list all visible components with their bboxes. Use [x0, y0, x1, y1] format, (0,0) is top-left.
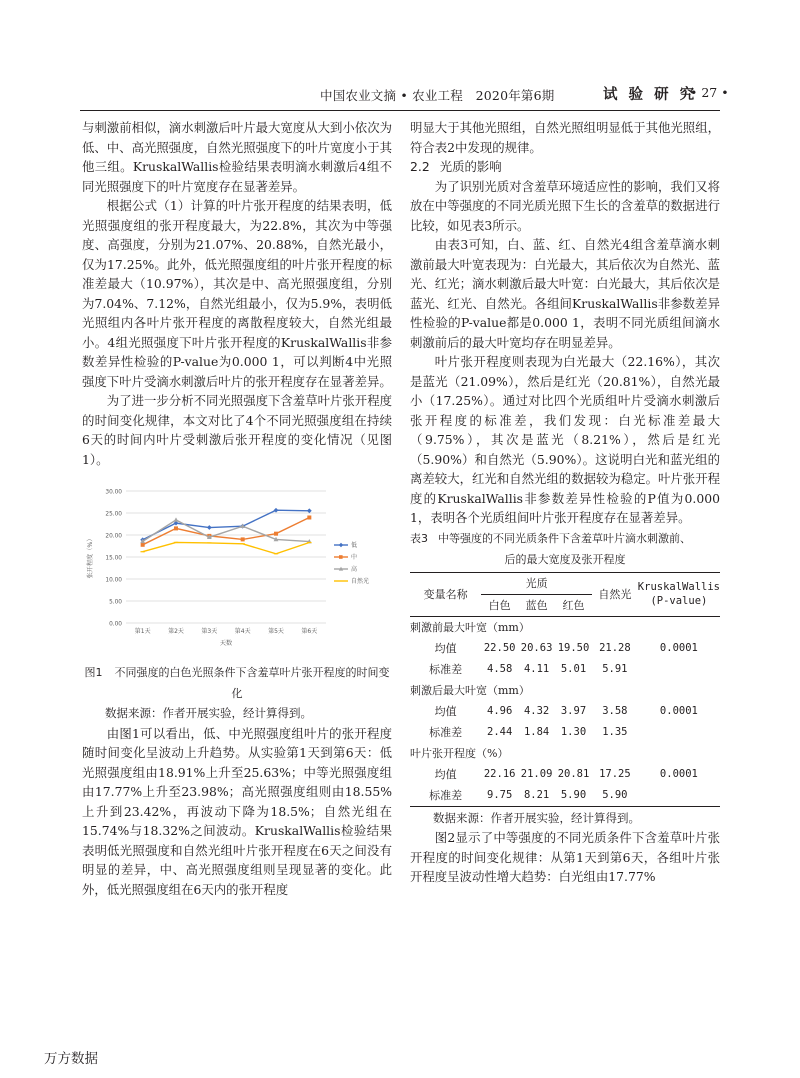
page-header — [0, 0, 800, 120]
header-light-quality: 光质 — [481, 572, 592, 594]
page-number: • 27 • — [690, 85, 729, 100]
data-table — [410, 572, 720, 807]
header-pvalue: (P-value) — [638, 594, 720, 616]
left-column — [82, 118, 392, 899]
paragraph: 叶片张开程度则表现为白光最大（22.16%），其次是蓝光（21.09%），然后是红光（20.81%），自然光最小（17.25%）。通过对比四个光质组叶片受滴水刺激后张开程度的标准差，我们发现：白光标准差最大（9.75%），其次是蓝光（8.21%），然后是红光（5.90%）和自然光（5.90%）。这说明白光和蓝光组的离差较大，红光和自然光组的数据较为稳定。叶片张开程度的KruskalWallis非参数差异性检验的P值为0.000 1，表明各个光质组间叶片张开程度存在显著差异。 — [410, 354, 720, 525]
table-cell: 1.84 — [523, 725, 550, 738]
x-axis-label: 天数 — [219, 640, 233, 647]
line-chart — [82, 483, 392, 658]
table-cell: 22.50 — [483, 641, 516, 654]
table-cell: 20.63 — [520, 641, 553, 654]
table-cell: 0.0001 — [659, 767, 698, 780]
legend-label: 自然光 — [351, 578, 370, 586]
table-cell — [638, 785, 720, 807]
table-cell: 21.28 — [599, 641, 631, 654]
data-point — [141, 543, 145, 547]
table-caption — [410, 528, 720, 549]
table-cell: 3.97 — [560, 704, 587, 717]
legend-label: 低 — [351, 542, 358, 550]
data-source: 数据来源：作者开展实验，经计算得到。 — [433, 810, 640, 825]
data-point — [241, 537, 245, 541]
y-tick-label: 5.00 — [109, 599, 122, 606]
table-cell: 5.90 — [555, 785, 592, 807]
table-cell: 3.58 — [602, 704, 628, 717]
section-heading — [410, 157, 720, 177]
x-tick-label: 第6天 — [301, 628, 318, 635]
y-tick-label: 20.00 — [105, 533, 122, 540]
data-point — [274, 532, 278, 536]
figure-title: 不同强度的白色光照条件下含羞草叶片张开程度的时间变化 — [114, 666, 390, 700]
table-label: 表3 — [410, 531, 428, 545]
series-line-2 — [143, 520, 310, 542]
y-tick-label: 30.00 — [105, 489, 122, 496]
legend-marker — [339, 555, 343, 559]
table-cell: 4.32 — [523, 704, 550, 717]
data-point — [174, 526, 178, 530]
data-point — [174, 517, 179, 521]
legend-marker — [339, 543, 343, 547]
y-tick-label: 15.00 — [105, 555, 122, 562]
x-tick-label: 第4天 — [234, 628, 251, 635]
table-title: 中等强度的不同光质条件下含羞草叶片滴水刺激前、 — [438, 531, 691, 545]
table-cell: 2.44 — [487, 725, 513, 738]
table-cell — [638, 659, 720, 680]
row-label: 均值 — [434, 704, 457, 718]
header-blue: 蓝色 — [518, 594, 555, 616]
series-line-3 — [143, 542, 310, 553]
row-label: 均值 — [434, 641, 457, 655]
data-source: 数据来源：作者开展实验，经计算得到。 — [105, 706, 312, 720]
y-tick-label: 10.00 — [105, 577, 122, 584]
table-cell: 5.90 — [592, 785, 638, 807]
table-cell: 8.21 — [518, 785, 555, 807]
table-group-row — [410, 680, 720, 701]
paragraph: 为了进一步分析不同光照强度下含羞草叶片张开程度的时间变化规律，本文对比了4个不同光照强度组在持续6天的时间内叶片受刺激后张开程度的变化情况（见图1）。 — [82, 393, 392, 467]
x-tick-label: 第5天 — [268, 628, 284, 635]
data-point — [274, 508, 279, 513]
table-row — [410, 659, 720, 680]
row-label: 标准差 — [410, 785, 481, 807]
header-red: 红色 — [555, 594, 592, 616]
row-label: 标准差 — [429, 725, 463, 739]
table-cell: 9.75 — [481, 785, 518, 807]
figure-caption — [82, 662, 392, 704]
figure-label: 图1 — [84, 666, 103, 679]
header-natural: 自然光 — [592, 572, 638, 616]
data-point — [207, 525, 212, 530]
table-cell: 0.0001 — [659, 704, 698, 717]
table-cell — [638, 722, 720, 743]
table-group-title: 刺激后最大叶宽（mm） — [410, 683, 530, 697]
table-row — [410, 701, 720, 722]
data-point — [307, 508, 312, 513]
figure-1 — [82, 483, 392, 658]
table-group-title: 叶片张开程度（%） — [410, 746, 509, 760]
x-tick-label: 第1天 — [134, 628, 151, 635]
paragraph: 明显大于其他光照组，自然光照组明显低于其他光照组，符合表2中发现的规律。 — [410, 120, 720, 155]
table-row — [410, 785, 720, 807]
table-cell: 17.25 — [599, 767, 631, 780]
header-variable: 变量名称 — [410, 572, 481, 616]
table-group-row — [410, 616, 720, 638]
table-cell: 21.09 — [520, 767, 553, 780]
table-cell: 4.58 — [487, 662, 513, 675]
table-cell: 0.0001 — [659, 641, 698, 654]
legend-label: 中 — [351, 554, 358, 562]
paragraph: 图2显示了中等强度的不同光质条件下含羞草叶片张开程度的时间变化规律：从第1天到第6天，各组叶片张开程度呈波动性增大趋势：白光组由17.77% — [410, 830, 720, 884]
table-caption-line2: 后的最大宽度及张开程度 — [504, 552, 626, 566]
table-cell: 1.35 — [602, 725, 628, 738]
paragraph: 根据公式（1）计算的叶片张开程度的结果表明，低光照强度组的张开程度最大，为22.8%，其次为中等强度、高强度，分别为21.07%、20.88%，自然光最小，仅为17.25%。此外，低光照强度组的叶片张开程度的标准差最大（10.97%），其次是中、高光照强度组，分别为7.04%、7.12%，自然光组最小，仅为5.9%，表明低光照组内各叶片张开程度的离散程度较大，自然光组最小。4组光照强度下叶片张开程度的KruskalWallis非参数差异性检验的P-value为0.000 1，可以判断4中光照强度下叶片受滴水刺激后叶片的张开程度存在显著差异。 — [82, 198, 392, 389]
data-point — [307, 515, 311, 519]
paragraph: 与刺激前相似，滴水刺激后叶片最大宽度从大到小依次为低、中、高光照强度，自然光照强度下的叶片宽度小于其他三组。KruskalWallis检验结果表明滴水刺激后4组不同光照强度下的叶片宽度存在显著差异。 — [82, 120, 392, 194]
table-group-row — [410, 743, 720, 764]
table-cell: 1.30 — [560, 725, 587, 738]
section-heading-title: 光质的影响 — [439, 159, 502, 174]
table-cell: 5.01 — [560, 662, 587, 675]
header-kw: KruskalWallis — [638, 572, 720, 594]
table-row — [410, 722, 720, 743]
table-cell: 5.91 — [602, 662, 628, 675]
paragraph: 由图1可以看出，低、中光照强度组叶片的张开程度随时间变化呈波动上升趋势。从实验第1天到第6天：低光照强度组由18.91%上升至25.63%；中等光照强度组由17.77%上升至23.98%；高光照强度组则由18.55%上升到23.42%，再波动下降为18.5%；自然光组在15.74%与18.32%之间波动。KruskalWallis检验结果表明低光照强度和自然光组叶片张开程度在6天之间没有明显的差异，中、高光照强度组则呈现显著的变化。此外，低光照强度组在6天内的张开程度 — [82, 725, 392, 897]
table-cell: 22.16 — [483, 767, 516, 780]
footer-watermark: 万方数据 — [44, 1051, 98, 1067]
section-title: 试 验 研 究 — [603, 87, 698, 103]
y-tick-label: 25.00 — [105, 511, 122, 518]
table-cell: 19.50 — [557, 641, 590, 654]
table-row — [410, 638, 720, 659]
table-group-title: 刺激前最大叶宽（mm） — [410, 620, 530, 634]
legend-label: 高 — [351, 566, 358, 574]
header-white: 白色 — [481, 594, 518, 616]
table-cell: 4.96 — [487, 704, 513, 717]
x-tick-label: 第2天 — [168, 628, 184, 635]
section-number: 2.2 — [410, 159, 430, 174]
x-tick-label: 第3天 — [201, 628, 218, 635]
journal-title: 中国农业文摘 • 农业工程 2020年第6期 — [320, 88, 555, 103]
row-label: 均值 — [434, 767, 457, 781]
table-cell: 20.81 — [557, 767, 590, 780]
table-cell: 4.11 — [523, 662, 550, 675]
y-tick-label: 0.00 — [109, 621, 122, 628]
y-axis-label: 张开程度（%） — [87, 535, 94, 579]
paragraph: 为了识别光质对含羞草环境适应性的影响，我们又将放在中等强度的不同光质光照下生长的含羞草的数据进行比较，如见表3所示。 — [410, 178, 720, 233]
right-column — [410, 118, 720, 887]
row-label: 标准差 — [429, 662, 463, 676]
table-row — [410, 764, 720, 785]
paragraph: 由表3可知，白、蓝、红、自然光4组含羞草滴水刺激前最大叶宽表现为：白光最大，其后依次为自然光、蓝光、红光；滴水刺激后最大叶宽：白光最大，其后依次是蓝光、红光、自然光。各组间KruskalWallis非参数差异性检验的P-value都是0.000 1，表明不同光质组间滴水刺激前后的最大叶宽均存在明显差异。 — [410, 237, 720, 350]
header-rule — [80, 110, 720, 111]
